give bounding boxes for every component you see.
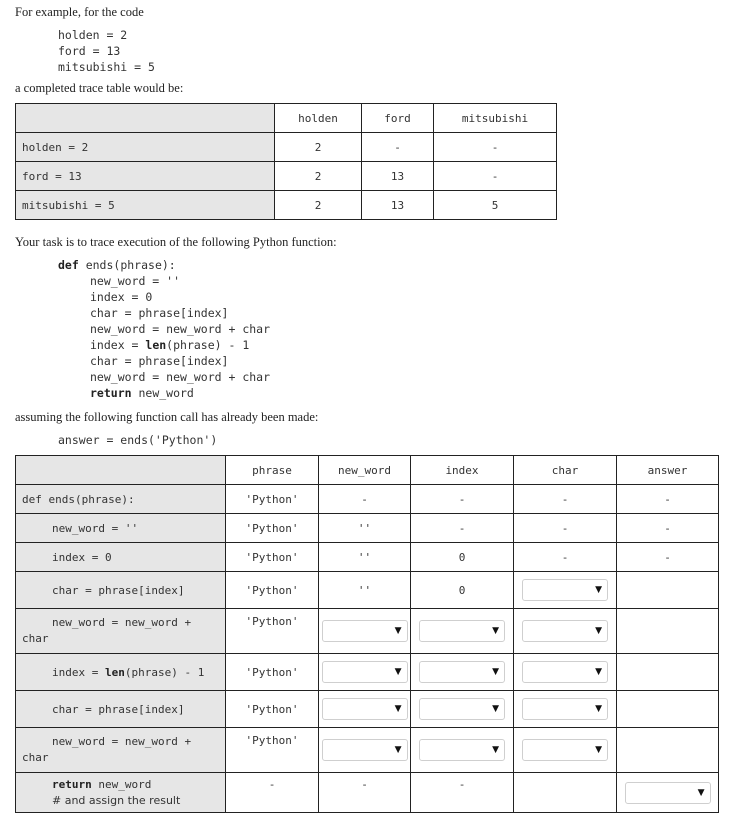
return-value: new_word: [131, 386, 194, 400]
chevron-down-icon: ▼: [492, 667, 499, 677]
chevron-down-icon: ▼: [595, 704, 602, 714]
cell-char: [514, 572, 617, 609]
cell-answer: [617, 773, 719, 813]
function-line-7: new_word = new_word + char: [90, 370, 271, 384]
return-keyword: return: [90, 386, 132, 400]
line-5-part-c: (phrase) - 1: [166, 338, 250, 352]
cell-value: 5: [434, 191, 557, 220]
cell-index: [411, 654, 514, 691]
cell-phrase: 'Python': [226, 514, 319, 543]
cell-char: [514, 773, 617, 813]
cell-value: -: [434, 162, 557, 191]
char-dropdown[interactable]: [522, 579, 608, 601]
def-keyword: def: [58, 258, 79, 272]
cell-phrase: 'Python': [226, 691, 319, 728]
row-code-text: char = phrase[index]: [52, 583, 185, 597]
row-code-text: new_word = '': [52, 521, 139, 535]
chevron-down-icon: ▼: [394, 667, 402, 677]
index-dropdown[interactable]: [419, 698, 505, 720]
example-corner-cell: [16, 104, 275, 133]
cell-char: -: [514, 485, 617, 514]
len-builtin: len: [104, 665, 125, 679]
table-row: [16, 162, 557, 191]
function-def-line: [58, 258, 176, 272]
cell-index: -: [411, 773, 514, 813]
trace-corner-cell: [16, 456, 226, 485]
new-word-dropdown[interactable]: [322, 661, 408, 683]
cell-new-word: '': [319, 514, 411, 543]
cell-index: 0: [411, 543, 514, 572]
cell-answer: -: [617, 485, 719, 514]
cell-phrase: 'Python': [226, 654, 319, 691]
row-code-part-c: (phrase) - 1: [124, 665, 205, 679]
task-text: Your task is to trace execution of the following Python function:: [15, 235, 337, 249]
example-header-mitsubishi: mitsubishi: [434, 104, 557, 133]
row-code-text: char = phrase[index]: [52, 702, 185, 716]
example-code-line-2: ford = 13: [58, 44, 121, 58]
row-code: [16, 609, 226, 654]
table-row: [16, 609, 719, 654]
return-comment: # and assign the result: [52, 793, 181, 807]
example-code-line-1: holden = 2: [58, 28, 128, 42]
row-code: [16, 543, 226, 572]
char-dropdown[interactable]: [522, 739, 608, 761]
len-builtin: len: [145, 338, 167, 352]
chevron-down-icon: ▼: [697, 787, 705, 798]
chevron-down-icon: ▼: [492, 626, 499, 636]
cell-char: [514, 728, 617, 773]
new-word-dropdown[interactable]: [322, 698, 408, 720]
index-dropdown[interactable]: [419, 661, 505, 683]
def-signature: ends(phrase):: [78, 258, 176, 272]
row-label: mitsubishi = 5: [16, 191, 275, 220]
cell-char: [514, 654, 617, 691]
row-code-line-2: char: [22, 632, 49, 645]
function-line-6: char = phrase[index]: [90, 354, 229, 368]
row-code-line-1: new_word = new_word +: [52, 616, 192, 629]
function-line-1: new_word = '': [90, 274, 181, 288]
table-row: [16, 691, 719, 728]
example-code-line-3: mitsubishi = 5: [58, 60, 155, 74]
table-row: [16, 773, 719, 813]
cell-answer: -: [617, 543, 719, 572]
cell-phrase: 'Python': [226, 485, 319, 514]
cell-new-word: [319, 728, 411, 773]
table-row: [16, 654, 719, 691]
table-row: [16, 133, 557, 162]
row-code: [16, 514, 226, 543]
table-row: [16, 728, 719, 773]
char-dropdown[interactable]: [522, 661, 608, 683]
cell-answer: -: [617, 514, 719, 543]
row-label: holden = 2: [16, 133, 275, 162]
row-label: ford = 13: [16, 162, 275, 191]
function-return-line: [90, 386, 194, 400]
cell-answer: [617, 728, 719, 773]
cell-value: -: [434, 133, 557, 162]
answer-dropdown[interactable]: [625, 782, 711, 804]
trace-table: [15, 455, 719, 813]
example-trace-table: [15, 103, 557, 220]
intro-text: For example, for the code: [15, 5, 144, 19]
chevron-down-icon: ▼: [492, 745, 499, 755]
example-header-holden: holden: [275, 104, 362, 133]
cell-phrase: 'Python': [226, 609, 319, 654]
cell-value: 13: [362, 191, 434, 220]
cell-new-word: [319, 654, 411, 691]
function-line-3: char = phrase[index]: [90, 306, 229, 320]
row-code-text: index = 0: [52, 550, 112, 564]
line-5-part-a: index =: [90, 338, 146, 352]
table-row: [16, 572, 719, 609]
cell-new-word: '': [319, 543, 411, 572]
cell-index: [411, 609, 514, 654]
chevron-down-icon: ▼: [595, 585, 602, 595]
cell-new-word: -: [319, 773, 411, 813]
new-word-dropdown[interactable]: [322, 620, 408, 642]
cell-value: -: [362, 133, 434, 162]
row-code-line-1: new_word = new_word +: [52, 735, 192, 748]
header-new-word: new_word: [319, 456, 411, 485]
cell-index: [411, 691, 514, 728]
header-answer: answer: [617, 456, 719, 485]
index-dropdown[interactable]: [419, 739, 505, 761]
chevron-down-icon: ▼: [595, 626, 602, 636]
cell-new-word: '': [319, 572, 411, 609]
cell-answer: [617, 609, 719, 654]
new-word-dropdown[interactable]: [322, 739, 408, 761]
chevron-down-icon: ▼: [394, 626, 402, 636]
cell-answer: [617, 572, 719, 609]
row-code: def ends(phrase):: [16, 485, 226, 514]
cell-phrase: 'Python': [226, 543, 319, 572]
cell-answer: [617, 654, 719, 691]
cell-new-word: -: [319, 485, 411, 514]
chevron-down-icon: ▼: [394, 704, 402, 714]
chevron-down-icon: ▼: [394, 745, 402, 755]
chevron-down-icon: ▼: [492, 704, 499, 714]
cell-value: 2: [275, 133, 362, 162]
table-row: [16, 543, 719, 572]
index-dropdown[interactable]: [419, 620, 505, 642]
chevron-down-icon: ▼: [595, 667, 602, 677]
cell-char: -: [514, 543, 617, 572]
row-code-line-2: char: [22, 751, 49, 764]
table-row: [16, 191, 557, 220]
row-code: [16, 728, 226, 773]
cell-index: [411, 728, 514, 773]
cell-new-word: [319, 691, 411, 728]
function-line-2: index = 0: [90, 290, 153, 304]
row-code-part-a: index =: [52, 665, 105, 679]
cell-value: 2: [275, 191, 362, 220]
cell-char: [514, 691, 617, 728]
cell-index: 0: [411, 572, 514, 609]
cell-char: -: [514, 514, 617, 543]
cell-value: 13: [362, 162, 434, 191]
cell-phrase: 'Python': [226, 572, 319, 609]
example-header-ford: ford: [362, 104, 434, 133]
row-code: [16, 691, 226, 728]
header-index: index: [411, 456, 514, 485]
table-row: [16, 485, 719, 514]
cell-value: 2: [275, 162, 362, 191]
row-code: [16, 572, 226, 609]
cell-new-word: [319, 609, 411, 654]
call-code: answer = ends('Python'): [58, 433, 218, 447]
assuming-text: assuming the following function call has already been made:: [15, 410, 319, 424]
function-line-4: new_word = new_word + char: [90, 322, 271, 336]
cell-index: -: [411, 514, 514, 543]
table-row: [16, 514, 719, 543]
cell-phrase: 'Python': [226, 728, 319, 773]
row-code: [16, 654, 226, 691]
cell-phrase: -: [226, 773, 319, 813]
function-line-5: [90, 338, 249, 352]
char-dropdown[interactable]: [522, 698, 608, 720]
chevron-down-icon: ▼: [595, 745, 602, 755]
header-char: char: [514, 456, 617, 485]
completed-text: a completed trace table would be:: [15, 81, 184, 95]
cell-index: -: [411, 485, 514, 514]
cell-char: [514, 609, 617, 654]
row-code: [16, 773, 226, 813]
header-phrase: phrase: [226, 456, 319, 485]
cell-answer: [617, 691, 719, 728]
return-keyword: return: [52, 777, 92, 791]
return-value: new_word: [91, 777, 152, 791]
char-dropdown[interactable]: [522, 620, 608, 642]
